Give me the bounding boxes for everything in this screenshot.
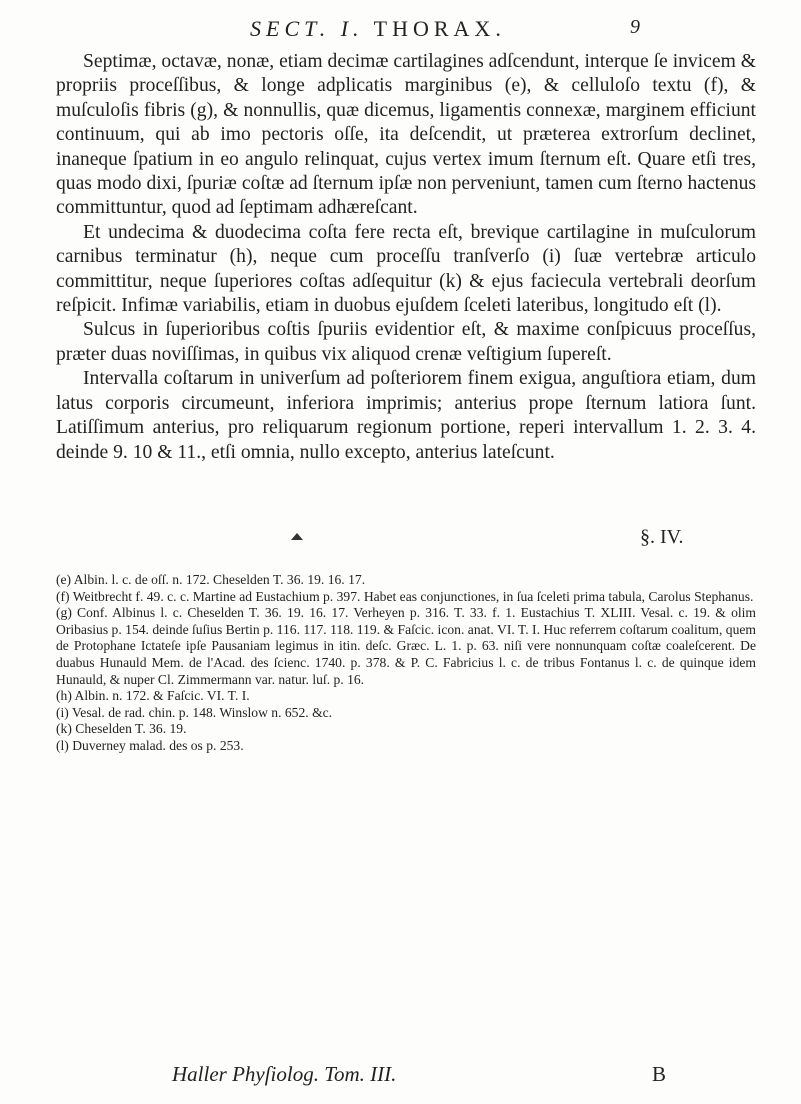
running-header bbox=[0, 12, 801, 46]
paragraph-undecima: Et undecima & duodecima coſta fere recta eſt, brevique cartilagine in muſculorum carnibus terminatur (h), neque cum proceſſu tranſverſo (i) ſuæ vertebræ articulo committitur, neque ſuperiores coſtas adſequitur (k) & ejus faciecula vertebrali deorſum reſpicit. Infimæ variabilis, etiam in duobus ejuſdem ſceleti lateribus, longitudo eſt (l). bbox=[56, 221, 756, 317]
footnotes bbox=[56, 572, 756, 755]
signature-mark: B bbox=[652, 1062, 667, 1086]
footnote-g: (g) Conf. Albinus l. c. Cheselden T. 36. 19. 16. 17. Verheyen p. 316. T. 33. f. 1. Eustachius T. XLIII. Vesal. c. 19. & olim Oribasius p. 154. deinde ſuſius Bertin p. 116. 117. 118. 119. & Faſcic. icon. anat. VI. T. I. Huc referrem coſtarum coalitum, quem de Protophane Ictateſe ipſe Pausaniam legimus in itin. deſc. Græc. L. 1. p. 63. niſi vere nonnunquam coſtæ coaleſcerent. De duabus Hunauld Mem. de l'Acad. des ſcienc. 1740. p. 378. & P. C. Fabricius l. c. de tribus Fontanus l. c. de quinque idem Hunauld, & nuper Cl. Zimmermann var. natur. luſ. p. 16. bbox=[56, 605, 756, 687]
footnote-l: (l) Duverney malad. des os p. 253. bbox=[56, 737, 244, 753]
section-mark: §. IV. bbox=[640, 526, 684, 548]
paragraph-intervalla: Intervalla coſtarum in univerſum ad poſteriorem finem exigua, anguſtiora etiam, dum latus corporis circumeunt, inferiora imprimis; anterius prope ſternum latiora ſunt. Latiſſimum anterius, pro reliquarum regionum portione, reperi intervallum 1. 2. 3. 4. deinde 9. 10 & 11., etſi omnia, nullo excepto, anterius lateſcunt. bbox=[56, 368, 756, 463]
page-footer bbox=[0, 1062, 801, 1092]
running-chapter: THORAX. bbox=[373, 16, 506, 41]
footnote-k: (k) Cheselden T. 36. 19. bbox=[56, 721, 187, 737]
footnote-h: (h) Albin. n. 172. & Faſcic. VI. T. I. bbox=[56, 688, 250, 704]
footnote-i: (i) Vesal. de rad. chin. p. 148. Winslow n. 652. &c. bbox=[56, 704, 333, 720]
fleuron-ornament bbox=[290, 532, 304, 542]
footnote-f: (f) Weitbrecht f. 49. c. c. Martine ad Eustachium p. 397. Habet eas conjunctiones, in ſua ſceleti prima tabula, Carolus Stephanus. bbox=[56, 588, 754, 604]
main-text bbox=[56, 50, 756, 465]
paragraph-sulcus: Sulcus in ſuperioribus coſtis ſpuriis evidentior eſt, & maxime conſpicuus proceſſus, præter duas noviſſimas, in quibus vix aliquod crenæ veſtigium ſupereſt. bbox=[56, 319, 756, 365]
running-section: SECT. I. bbox=[250, 16, 364, 41]
signature-title: Haller Phyſiolog. Tom. III. bbox=[172, 1062, 397, 1086]
page-number: 9 bbox=[630, 16, 640, 38]
footnote-e: (e) Albin. l. c. de oſſ. n. 172. Cheselden T. 36. 19. 16. 17. bbox=[56, 572, 366, 587]
paragraph-septimae: Septimæ, octavæ, nonæ, etiam decimæ cartilagines adſcendunt, interque ſe invicem & propriis proceſſibus, & longe adplicatis marginibus (e), & celluloſo textu (f), & muſculoſis fibris (g), & nonnullis, quæ dicemus, ligamentis connexæ, marginem efficiunt continuum, qui ab imo pectoris oſſe, ita deſcendit, ut præterea extrorſum declinet, inaneque ſpatium in eo angulo relinquat, cujus vertex imum ſternum eſt. Quare etſi tres, quas modo dixi, ſpuriæ coſtæ ad ſternum ipſæ non perveniunt, tamen cum ſterno hactenus committuntur, quod ad ſeptimam adhæreſcant. bbox=[56, 51, 756, 219]
running-title bbox=[250, 16, 506, 42]
